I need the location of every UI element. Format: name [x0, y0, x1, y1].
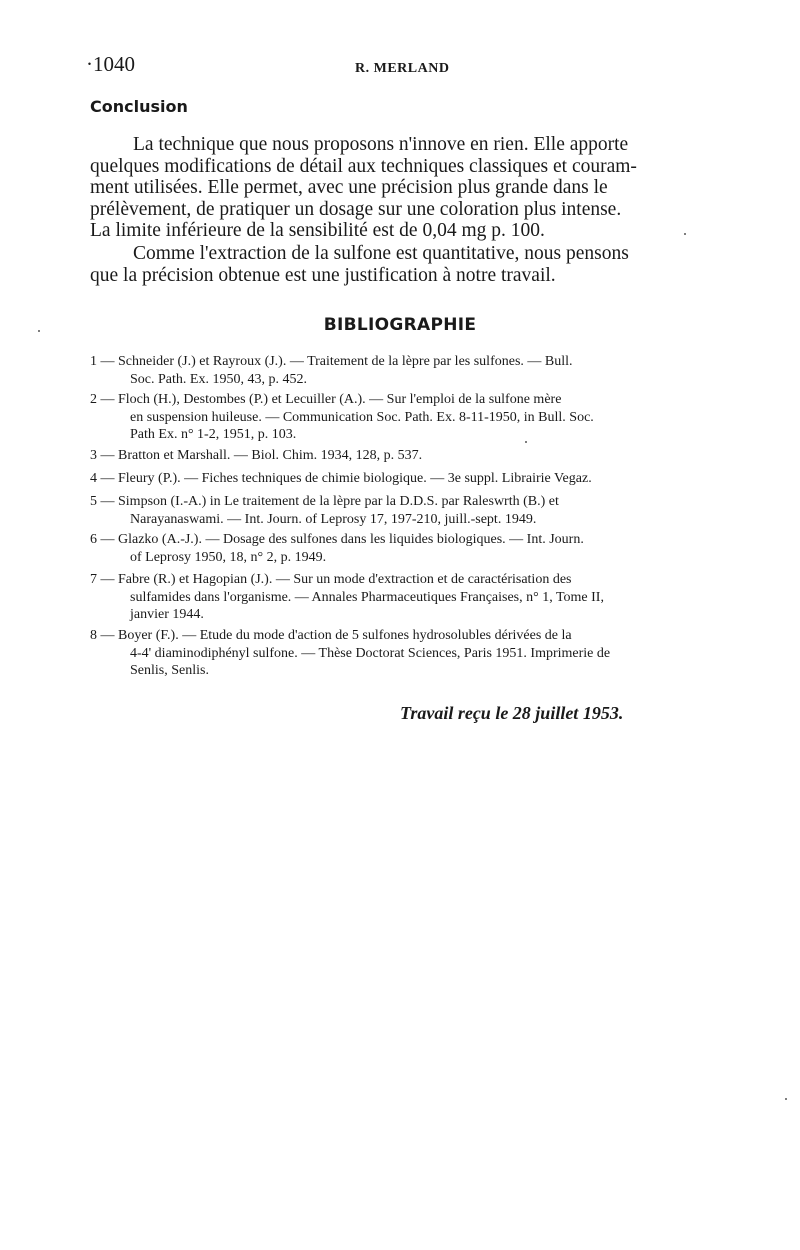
bibliography-entry-6	[90, 531, 715, 566]
entry-line: 4 — Fleury (P.). — Fiches techniques de chimie biologique. — 3e suppl. Librairie Vegaz.	[90, 471, 592, 486]
scan-speck	[684, 233, 686, 235]
running-head: R. MERLAND	[355, 61, 450, 76]
entry-line: 2 — Floch (H.), Destombes (P.) et Lecuiller (A.). — Sur l'emploi de la sulfone mère	[90, 392, 562, 407]
page-number: ·1040	[86, 52, 135, 76]
entry-line: 3 — Bratton et Marshall. — Biol. Chim. 1934, 128, p. 537.	[90, 448, 423, 463]
conclusion-paragraph-2	[90, 243, 710, 286]
paragraph-line: La limite inférieure de la sensibilité est de 0,04 mg p. 100.	[90, 220, 545, 241]
scan-speck	[38, 330, 40, 332]
paragraph-line: Comme l'extraction de la sulfone est quantitative, nous pensons	[133, 243, 629, 264]
paragraph-line: quelques modifications de détail aux techniques classiques et couram-	[90, 155, 637, 177]
entry-line: 8 — Boyer (F.). — Etude du mode d'action de 5 sulfones hydrosolubles dérivées de la	[90, 628, 572, 643]
paragraph-line: que la précision obtenue est une justification à notre travail.	[90, 264, 556, 286]
entry-line: Soc. Path. Ex. 1950, 43, p. 452.	[130, 371, 307, 387]
entry-line: en suspension huileuse. — Communication Soc. Path. Ex. 8-11-1950, in Bull. Soc.	[130, 409, 594, 425]
paragraph-line: La technique que nous proposons n'innove en rien. Elle apporte	[133, 134, 629, 155]
entry-line: 4-4' diaminodiphényl sulfone. — Thèse Doctorat Sciences, Paris 1951. Imprimerie de	[130, 645, 611, 661]
entry-line: 7 — Fabre (R.) et Hagopian (J.). — Sur un mode d'extraction et de caractérisation des	[90, 572, 572, 587]
conclusion-paragraph-1	[90, 134, 710, 242]
scan-speck	[525, 441, 527, 443]
bibliography-entry-4	[90, 470, 715, 488]
entry-line: Path Ex. n° 1-2, 1951, p. 103.	[130, 427, 297, 442]
entry-line: Narayanaswami. — Int. Journ. of Leprosy 17, 197-210, juill.-sept. 1949.	[130, 511, 537, 527]
bibliography-entry-1	[90, 353, 715, 388]
bibliography-entry-5	[90, 493, 715, 528]
bibliography-heading: BIBLIOGRAPHIE	[323, 315, 477, 335]
entry-line: 6 — Glazko (A.-J.). — Dosage des sulfones dans les liquides biologiques. — Int. Journ.	[90, 532, 584, 547]
bibliography-entry-8	[90, 627, 715, 680]
scan-speck	[785, 1098, 787, 1100]
entry-line: sulfamides dans l'organisme. — Annales Pharmaceutiques Françaises, n° 1, Tome II,	[130, 589, 604, 605]
bibliography-entry-3	[90, 447, 715, 465]
entry-line: Senlis, Senlis.	[130, 663, 209, 678]
paragraph-line: ment utilisées. Elle permet, avec une précision plus grande dans le	[90, 177, 608, 198]
received-date-note: Travail reçu le 28 juillet 1953.	[400, 703, 624, 723]
section-title-conclusion: Conclusion	[90, 97, 188, 116]
bibliography-entry-7	[90, 571, 715, 624]
paragraph-line: prélèvement, de pratiquer un dosage sur une coloration plus intense.	[90, 198, 622, 220]
entry-line: janvier 1944.	[130, 607, 204, 622]
entry-line: 5 — Simpson (I.-A.) in Le traitement de la lèpre par la D.D.S. par Raleswrth (B.) et	[90, 494, 559, 509]
entry-line: of Leprosy 1950, 18, n° 2, p. 1949.	[130, 549, 327, 565]
bibliography-entry-2	[90, 391, 715, 444]
entry-line: 1 — Schneider (J.) et Rayroux (J.). — Traitement de la lèpre par les sulfones. — Bull.	[90, 354, 573, 369]
